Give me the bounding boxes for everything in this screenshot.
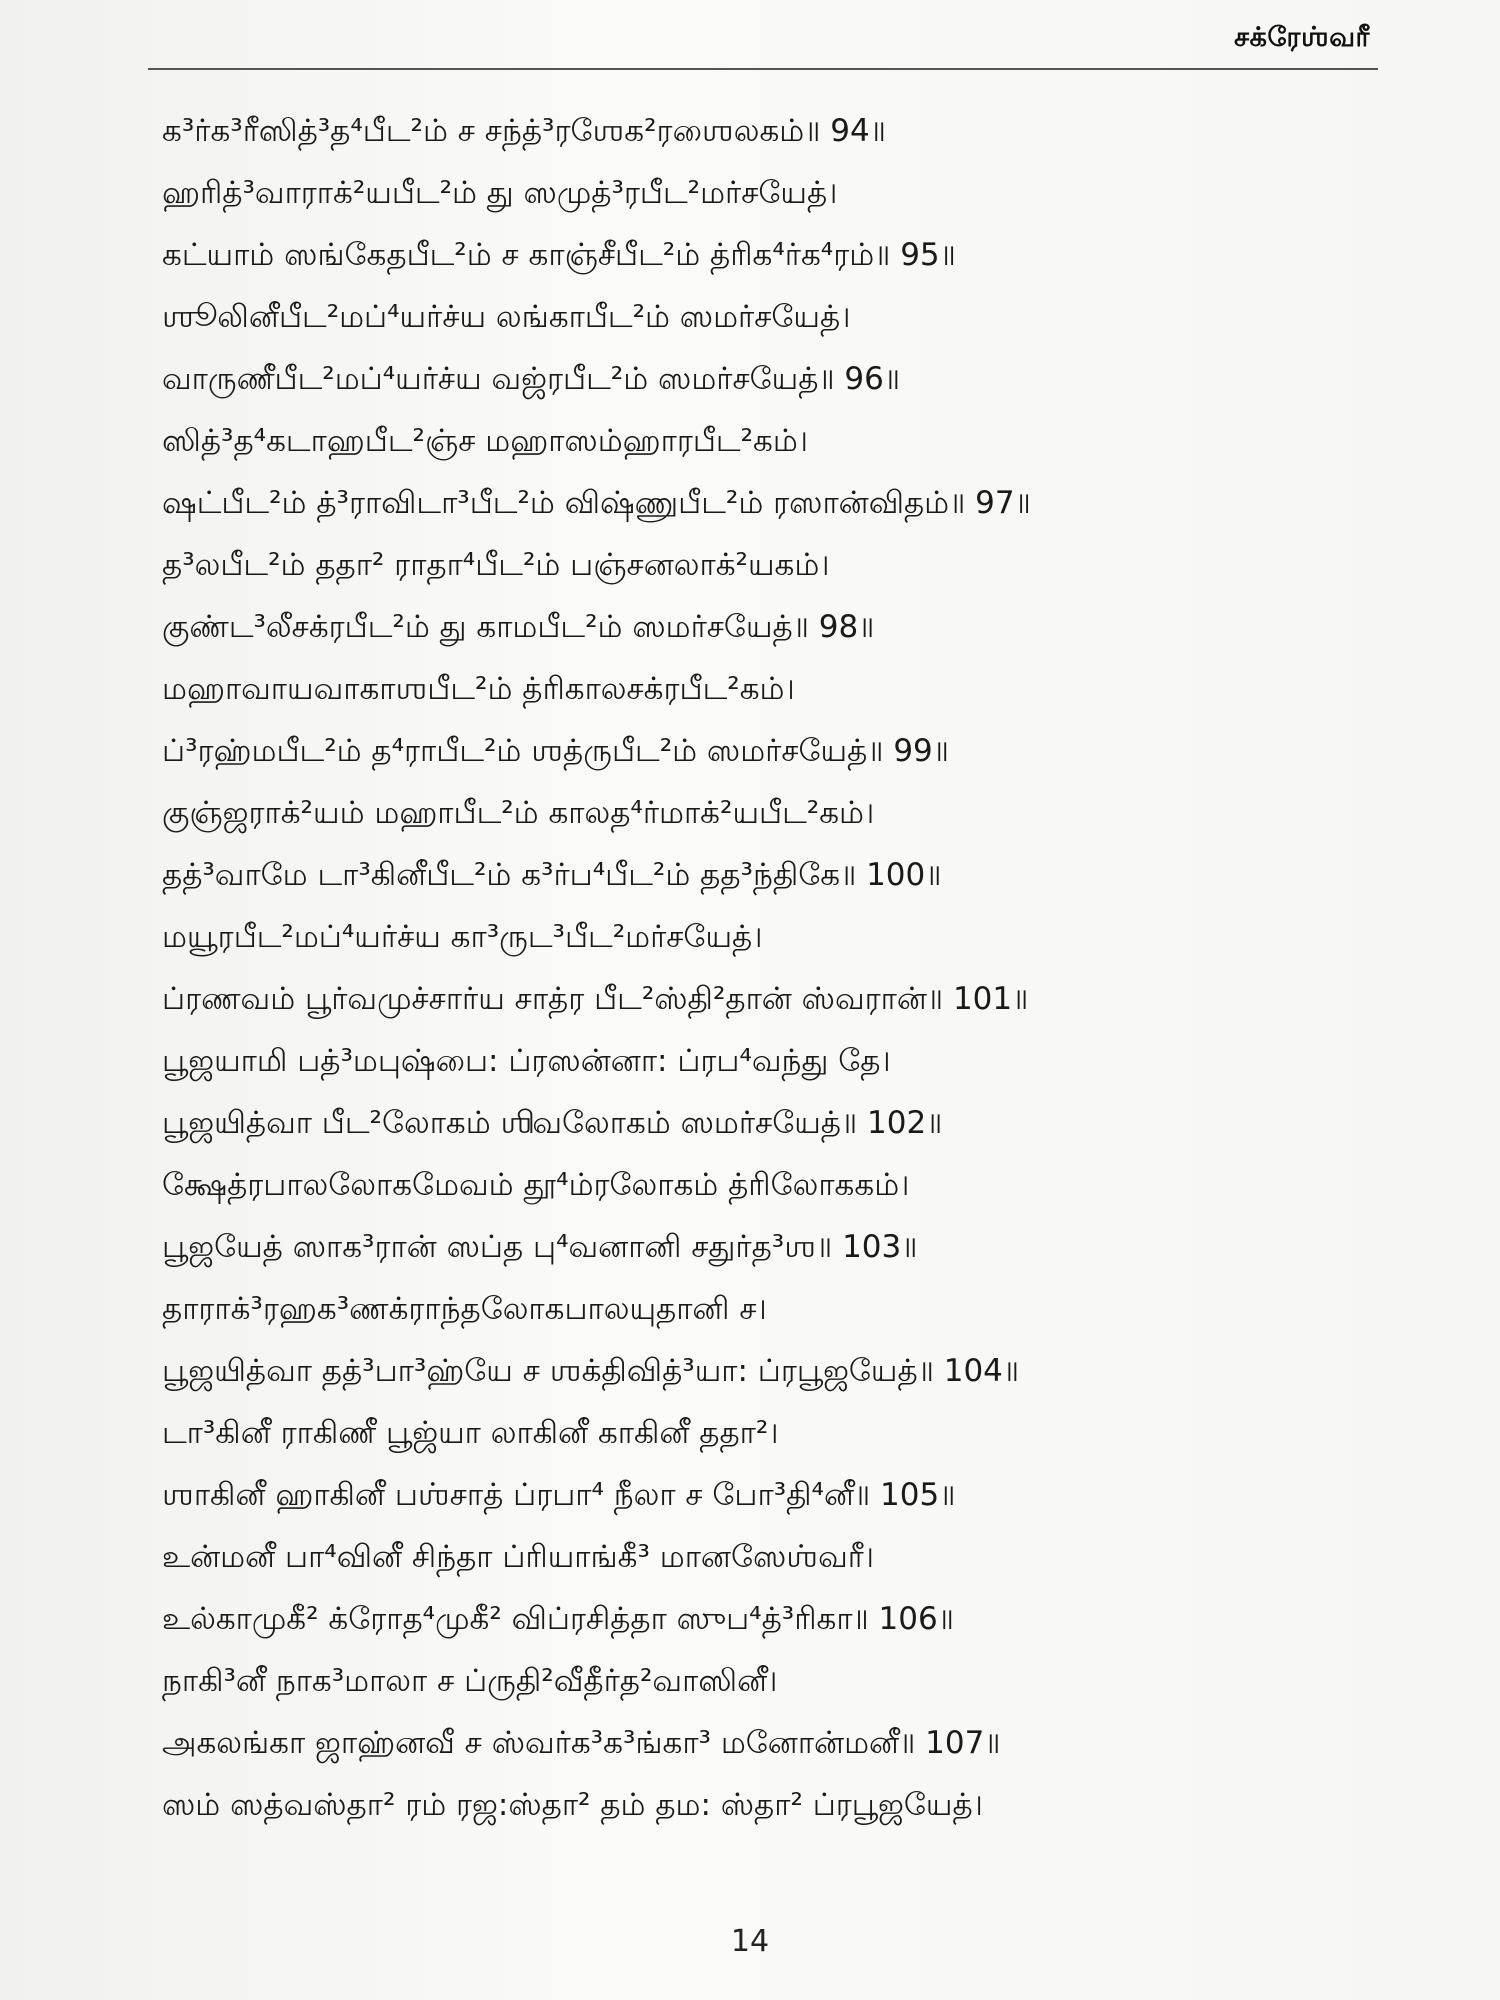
verse-line: ஶூலினீபீட²மப்⁴யர்ச்ய லங்காபீட²ம் ஸமர்சயேத்। <box>162 299 851 335</box>
verse-line: பூஜயேத் ஸாக³ரான் ஸப்த பு⁴வனானி சதுர்த³ஶ॥ 103॥ <box>162 1229 918 1265</box>
verse-line: த³லபீட²ம் ததா² ராதா⁴பீட²ம் பஞ்சனலாக்²யகம்। <box>162 547 830 583</box>
page-number: 14 <box>730 1924 770 1959</box>
verse-line: கட்யாம் ஸங்கேதபீட²ம் ச காஞ்சீபீட²ம் த்ரிக⁴ர்க⁴ரம்॥ 95॥ <box>162 237 956 273</box>
verse-line: பூஜயாமி பத்³மபுஷ்பை: ப்ரஸன்னா: ப்ரப⁴வந்து தே। <box>162 1043 891 1079</box>
verse-line: பூஜயித்வா தத்³பா³ஹ்யே ச ஶக்திவித்³யா: ப்ரபூஜயேத்॥ 104॥ <box>162 1353 1020 1389</box>
verse-line: குஞ்ஜராக்²யம் மஹாபீட²ம் காலத⁴ர்மாக்²யபீட²கம்। <box>162 795 875 831</box>
verse-line: பூஜயித்வா பீட²லோகம் ஶிவலோகம் ஸமர்சயேத்॥ 102॥ <box>162 1105 943 1141</box>
verse-line: ஹரித்³வாராக்²யபீட²ம் து ஸமுத்³ரபீட²மர்சயேத்। <box>162 175 838 211</box>
verse-line: உன்மனீ பா⁴வினீ சிந்தா ப்ரியாங்கீ³ மானஸேஶ்வரீ। <box>162 1539 875 1575</box>
header-divider <box>148 68 1378 70</box>
verse-line: குண்ட³லீசக்ரபீட²ம் து காமபீட²ம் ஸமர்சயேத்॥ 98॥ <box>162 609 875 645</box>
running-header-title: சக்ரேஶ்வரீ <box>1234 22 1370 53</box>
verse-line: ஸித்³த⁴கடாஹபீட²ஞ்ச மஹாஸம்ஹாரபீட²கம்। <box>162 423 809 459</box>
verse-line: ப்ரணவம் பூர்வமுச்சார்ய சாத்ர பீட²ஸ்தி²தான் ஸ்வரான்॥ 101॥ <box>162 981 1029 1017</box>
verse-line: ஷட்பீட²ம் த்³ராவிடா³பீட²ம் விஷ்ணுபீட²ம் ரஸான்விதம்॥ 97॥ <box>162 485 1031 521</box>
verse-line: ஸம் ஸத்வஸ்தா² ரம் ரஜ:ஸ்தா² தம் தம: ஸ்தா² ப்ரபூஜயேத்। <box>162 1787 983 1823</box>
verse-line: அகலங்கா ஜாஹ்னவீ ச ஸ்வர்க³க³ங்கா³ மனோன்மனீ॥ 107॥ <box>162 1725 1001 1761</box>
verse-line: ப்³ரஹ்மபீட²ம் த⁴ராபீட²ம் ஶத்ருபீட²ம் ஸமர்சயேத்॥ 99॥ <box>162 733 949 769</box>
verse-line: தத்³வாமே டா³கினீபீட²ம் க³ர்ப⁴பீட²ம் தத³ந்திகே॥ 100॥ <box>162 857 942 893</box>
verse-text-block <box>162 100 1362 1836</box>
verse-line: ஶாகினீ ஹாகினீ பஶ்சாத் ப்ரபா⁴ நீலா ச போ³தி⁴னீ॥ 105॥ <box>162 1477 956 1513</box>
verse-line: டா³கினீ ராகிணீ பூஜ்யா லாகினீ காகினீ ததா²। <box>162 1415 779 1451</box>
verse-line: நாகி³னீ நாக³மாலா ச ப்ருதி²வீதீர்த²வாஸினீ। <box>162 1663 778 1699</box>
verse-line: மஹாவாயவாகாஶபீட²ம் த்ரிகாலசக்ரபீட²கம்। <box>162 671 795 707</box>
verse-line: க³ர்க³ரீஸித்³த⁴பீட²ம் ச சந்த்³ரஶேக²ரஶைலகம்॥ 94॥ <box>162 113 886 149</box>
verse-line: க்ஷேத்ரபாலலோகமேவம் தூ⁴ம்ரலோகம் த்ரிலோககம்। <box>162 1167 910 1203</box>
verse-line: உல்காமுகீ² க்ரோத⁴முகீ² விப்ரசித்தா ஸுப⁴த்³ரிகா॥ 106॥ <box>162 1601 954 1637</box>
verse-line: வாருணீபீட²மப்⁴யர்ச்ய வஜ்ரபீட²ம் ஸமர்சயேத்॥ 96॥ <box>162 361 901 397</box>
verse-line: தாராக்³ரஹக³ணக்ராந்தலோகபாலயுதானி ச। <box>162 1291 767 1327</box>
verse-line: மயூரபீட²மப்⁴யர்ச்ய கா³ருட³பீட²மர்சயேத்। <box>162 919 763 955</box>
